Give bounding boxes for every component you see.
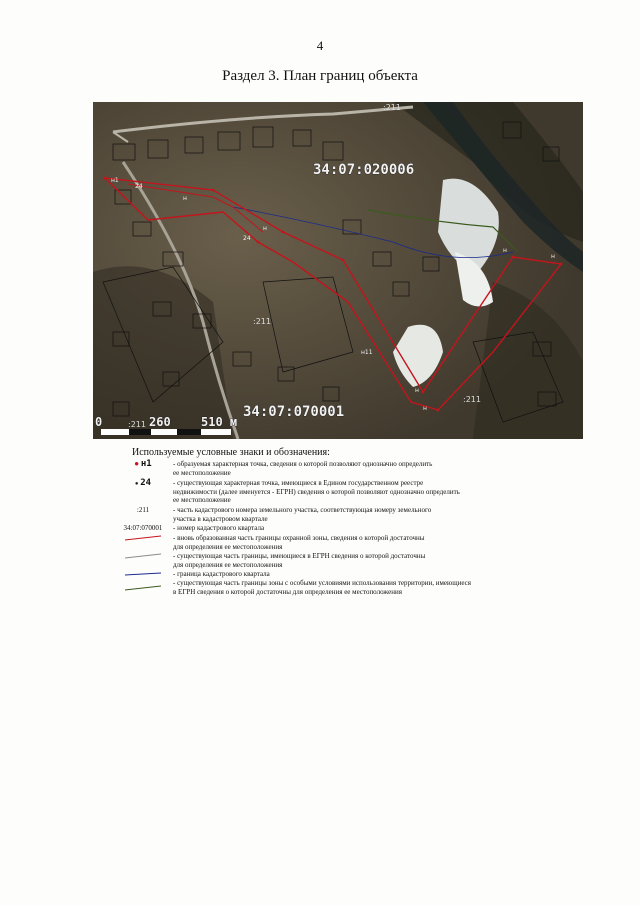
point-label: н — [551, 253, 555, 260]
scale-label: 260 — [149, 415, 171, 429]
map-canvas[interactable] — [93, 102, 583, 439]
point-label: н1 — [111, 177, 119, 184]
section-title: Раздел 3. План границ объекта — [222, 68, 418, 84]
point-label: н — [183, 195, 187, 202]
parcel-label: :211 — [463, 395, 481, 404]
map-frame[interactable] — [93, 102, 583, 439]
scale-label: 510 м — [201, 415, 238, 429]
scale-label: 0 — [95, 415, 103, 429]
page-number: 4 — [316, 38, 324, 53]
legend-line-symbol — [118, 552, 168, 563]
point-label: н11 — [361, 349, 373, 356]
point-label: 24 — [243, 235, 251, 242]
point-label: н — [415, 387, 419, 394]
legend-line-symbol — [118, 534, 168, 545]
scale-bar — [101, 429, 231, 435]
legend-title: Используемые условные знаки и обозначения: — [132, 447, 330, 458]
parcel-label: :211 — [128, 420, 146, 429]
legend-symbol: ● 24 — [134, 478, 152, 488]
black-dot-icon: ● — [134, 481, 139, 487]
quarter-label: 34:07:070001 — [243, 404, 345, 420]
parcel-label: :211 — [383, 103, 401, 112]
parcel-label: :211 — [253, 317, 271, 326]
legend-symbol: ● н1 — [134, 459, 152, 469]
red-dot-icon: ● — [134, 459, 140, 468]
point-label: н — [503, 247, 507, 254]
quarter-label: 34:07:020006 — [313, 162, 415, 178]
point-label: н — [423, 405, 427, 412]
point-label: 24 — [135, 183, 143, 190]
legend-line-symbol — [118, 579, 168, 596]
point-label: н — [263, 225, 267, 232]
